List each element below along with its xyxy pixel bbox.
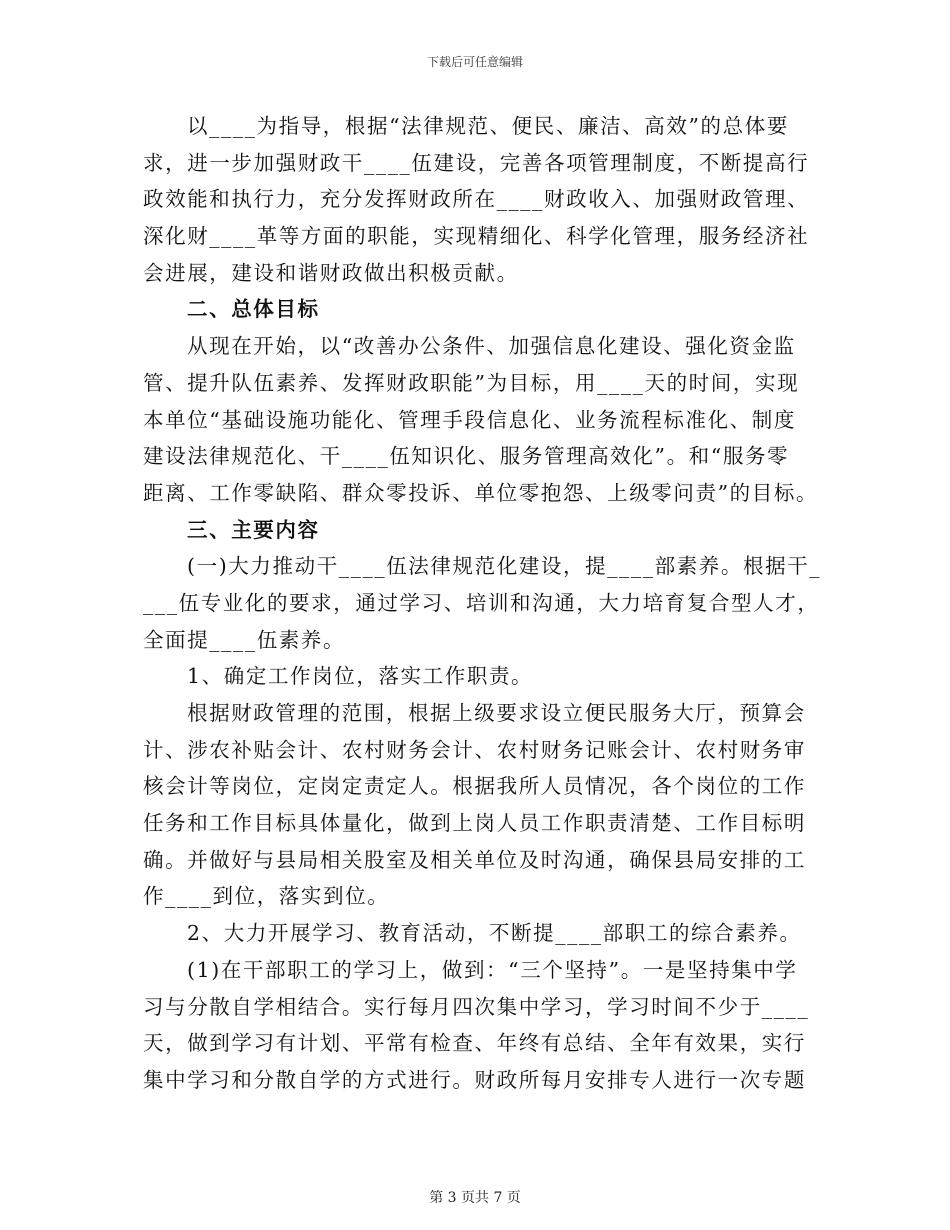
subheading-line: 2、大力开展学习、教育活动，不断提____部职工的综合素养。 xyxy=(187,921,802,946)
text-line: 作____到位，落实到位。 xyxy=(143,884,390,909)
section-heading: 三、主要内容 xyxy=(187,517,320,542)
text-line: 本单位“基础设施功能化、管理手段信息化、业务流程标准化、制度 xyxy=(143,407,796,432)
text-line: 确。并做好与县局相关股室及相关单位及时沟通，确保县局安排的工 xyxy=(143,847,806,872)
text-line: 天，做到学习有计划、平常有检查、年终有总结、全年有效果，实行 xyxy=(143,1031,806,1056)
text-line: 求，进一步加强财政干____伍建设，完善各项管理制度，不断提高行 xyxy=(143,150,810,175)
text-line: 任务和工作目标具体量化，做到上岗人员工作职责清楚、工作目标明 xyxy=(143,811,806,836)
text-line: 根据财政管理的范围，根据上级要求设立便民服务大厅，预算会 xyxy=(187,701,806,725)
text-line: ___伍专业化的要求，通过学习、培训和沟通，大力培育复合型人才， xyxy=(143,590,820,615)
text-line: 管、提升队伍素养、发挥财政职能”为目标，用____天的时间，实现 xyxy=(143,370,800,395)
text-line: 以____为指导，根据“法律规范、便民、廉洁、高效”的总体要 xyxy=(187,114,789,138)
text-line: 习与分散自学相结合。实行每月四次集中学习，学习时间不少于____ xyxy=(143,994,810,1019)
text-line: (一)大力推动干____伍法律规范化建设，提____部素养。根据干_ xyxy=(187,554,822,579)
text-line: 政效能和执行力，充分发挥财政所在____财政收入、加强财政管理、 xyxy=(143,187,810,212)
text-line: 会进展，建设和谐财政做出积极贡献。 xyxy=(143,260,519,285)
text-line: 深化财____革等方面的职能，实现精细化、科学化管理，服务经济社 xyxy=(143,224,810,249)
text-line: 从现在开始，以“改善办公条件、加强信息化建设、强化资金监 xyxy=(187,334,796,359)
text-line: 计、涉农补贴会计、农村财务会计、农村财务记账会计、农村财务审 xyxy=(143,737,806,762)
text-line: 集中学习和分散自学的方式进行。财政所每月安排专人进行一次专题 xyxy=(143,1067,806,1092)
text-line: 全面提____伍素养。 xyxy=(143,627,346,652)
subheading-line: 1、确定工作岗位，落实工作职责。 xyxy=(187,664,534,689)
text-line: (1)在干部职工的学习上，做到：“三个坚持”。一是坚持集中学 xyxy=(187,957,798,982)
section-heading: 二、总体目标 xyxy=(187,297,320,322)
page-number: 第 3 页共 7 页 xyxy=(429,1190,521,1206)
text-line: 距离、工作零缺陷、群众零投诉、单位零抱怨、上级零问责”的目标。 xyxy=(143,480,819,505)
document-body xyxy=(143,108,822,1099)
text-line: 核会计等岗位，定岗定责定人。根据我所人员情况，各个岗位的工作 xyxy=(143,774,806,799)
page-header: 下载后可任意编辑 xyxy=(426,55,523,69)
text-line: 建设法律规范化、干____伍知识化、服务管理高效化”。和“服务零 xyxy=(143,444,790,469)
